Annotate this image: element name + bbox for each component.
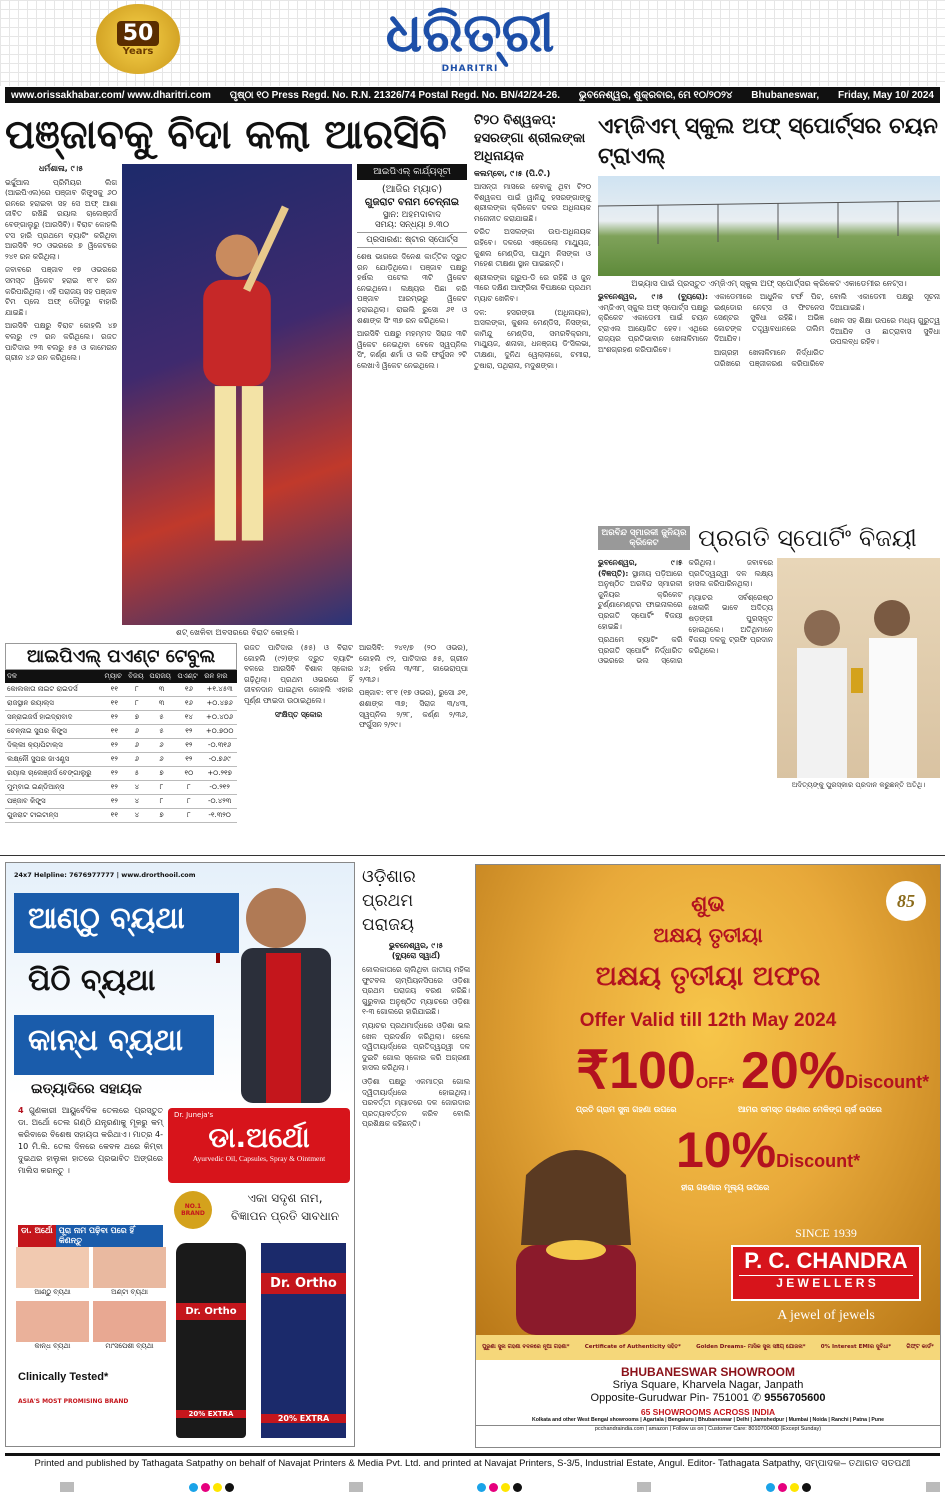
table-cell: ୮ [148, 781, 176, 795]
table-cell: ୬ [148, 739, 176, 753]
lead-right-column [357, 164, 467, 638]
header-won: ବିଜୟ [126, 670, 147, 683]
paragraph: ପଞ୍ଜାବ: ୧୮୧ (୧୭ ଓଭର), ରୁସୋ ୬୧, ଶଶାଙ୍କ ୩୭; ସିରାଜ ୩/୪୩, ସ୍ୱପ୍ନିଲ ୨/୨୮, କର୍ଣ୍ଣ ୨/୩୬, ଫର୍ଗୁସନ ୨/୨୯। [359, 688, 468, 730]
table-cell: ୧୧ [102, 683, 126, 697]
table-cell: କୋଲକାତା ନାଇଟ ରାଇଡର୍ସ [5, 683, 102, 697]
odisha-headline: ଓଡ଼ିଶାର ପ୍ରଥମ ପରାଜୟ [362, 867, 416, 935]
pragati-body [598, 558, 773, 850]
table-cell: -୦.୭୬୯ [202, 753, 237, 767]
table-cell: ରାଜସ୍ଥାନ ରୟାଲ୍ସ [5, 697, 102, 711]
paragraph: ଆରସିବି ପକ୍ଷରୁ ବିରାଟ କୋହଲି ୪୭ ବଲରୁ ୯୨ ରନ କରିଥିଲେ। ରଜତ ପାଟିଦାର ୨୩ ବଲରୁ ୫୫ ଓ କାମେରନ ଗ୍ରୀନ ୪୬ ରନ କରିଥିଲେ। [5, 321, 117, 363]
beware-slogan [216, 1189, 354, 1225]
table-cell: -୦.୪୨୩ [202, 795, 237, 809]
award-photo-caption: ଅଦିତ୍ୟଙ୍କୁ ପୁରସ୍କାର ପ୍ରଦାନ କରୁଛନ୍ତି ଅତିଥି। [791, 781, 926, 789]
table-cell: ୧୧ [102, 697, 126, 711]
table-row [5, 683, 237, 697]
maker: Dr. Juneja's [174, 1111, 214, 1119]
showroom-count: 65 SHOWROOMS ACROSS INDIA [640, 1407, 776, 1417]
address-line: Sriya Square, Kharvela Nagar, Janpath [612, 1379, 804, 1391]
paragraph: ଚରିତ ଅସଲଙ୍କା ଉପ-ଅଧିନାୟକ ରହିବେ। ଦଳରେ ଏଞ୍ଜେଲୋ ମାଥ୍ୟୁଜ, କୁଶଲ ମେଣ୍ଡିସ, ପାଥୁମ ନିସଙ୍କା ଓ ମହେଶ ତୀକ୍ଷଣା ସ୍ଥାନ ପାଇଛନ୍ତି। [474, 227, 591, 269]
table-row [5, 711, 237, 725]
table-cell: ୫ [148, 711, 176, 725]
award-text: ASIA'S MOST PROMISING BRAND [18, 1398, 129, 1405]
batsman-figure [122, 164, 352, 584]
header-team: ଦଳ [5, 670, 102, 683]
table-cell: ୫ [126, 767, 147, 781]
making-discount [741, 1041, 929, 1114]
since-1939: SINCE 1939 [795, 1226, 857, 1240]
table-cell: ୧୦ [175, 767, 202, 781]
rupee-off [576, 1041, 734, 1114]
table-cell: ୩ [148, 697, 176, 711]
table-cell: ମୁମ୍ବାଇ ଇଣ୍ଡିଆନ୍ସ [5, 781, 102, 795]
ipl-schedule-box [357, 164, 467, 248]
no1-badge: NO.1 BRAND [174, 1191, 212, 1229]
pragati-header [598, 522, 940, 554]
lead-body-cont [357, 252, 467, 372]
table-cell: +୧.୪୫୩ [202, 683, 237, 697]
table-cell: -୦.୩୧୬ [202, 739, 237, 753]
making-discount-value: 20% [741, 1042, 846, 1100]
table-cell: ୧୨ [102, 711, 126, 725]
thumbnail-label: ମାଂସପେଶୀ ବ୍ୟଥା [93, 1342, 166, 1351]
table-cell: ୮ [175, 809, 202, 823]
oil-bottle [176, 1243, 246, 1438]
table-header-row [5, 670, 237, 683]
table-row [5, 697, 237, 711]
anniversary-text: Years [122, 46, 154, 57]
registration: ପୃଷ୍ଠା ୧୦ Press Regd. No. R.N. 21326/74 Postal Regd. No. BN/42/24-26. [229, 89, 561, 101]
mgm-story [598, 112, 940, 517]
schedule-label: ଆଇପିଏଲ୍ କାର୍ଯ୍ୟସୂଚୀ [357, 164, 467, 180]
pragati-headline: ପ୍ରଗତି ସ୍ପୋର୍ଟିଂ ବିଜୟୀ [698, 524, 917, 552]
bottle-label: Dr. Ortho [176, 1303, 246, 1320]
slogan-line: ବିଜ୍ଞାପନ ପ୍ରତି ସାବଧାନ [231, 1209, 339, 1223]
source: (ବ୍ୟୁରୋ ସ୍ୱାର୍ଥ) [391, 951, 441, 960]
thumbnail-label: ଅଣ୍ଟା ବ୍ୟଥା [93, 1288, 166, 1297]
table-cell: +୦.୭୦୦ [202, 725, 237, 739]
desc-text: ଗୁଣକାରୀ ଆୟୁର୍ବେଦିକ ତେଲରେ ପ୍ରସ୍ତୁତ ଡା. ଅର୍ଥୋ ତେଲ ଗଣ୍ଠି ଯନ୍ତ୍ରଣାକୁ ମୂଳରୁ କମ୍ କରିବାରେ ବିଶେଷ ସହାୟତା କରିଥାଏ। ମାତ୍ର 4-10 ମି.ଲି. ତେଲ ଦିନରେ କେବଳ ଥରେ କିମ୍ବା ଦୁଇଥର ହାଲୁକା ହାତରେ ପ୍ରଭାବିତ ଅଙ୍ଗରେ ମାଲିସ କରନ୍ତୁ । [18, 1106, 163, 1175]
thumbnail [16, 1247, 89, 1297]
table-cell: ୮ [126, 683, 147, 697]
ortho-contact: 24x7 Helpline: 7676977777 | www.drorthooil.com [14, 871, 196, 879]
lead-columns [5, 164, 467, 638]
t20-dateline: କଲମ୍ବୋ, ୯।୫ (ପି.ଟି.) [474, 169, 551, 178]
dr-ortho-brand [168, 1108, 350, 1183]
lead-story [5, 110, 467, 638]
paragraph: କୋଲକାତାରେ ଚାଲିଥିବା ଜାତୀୟ ମହିଳା ଫୁଟବଲ ଚାମ୍ପିୟନସିପରେ ଓଡ଼ିଶା ପ୍ରଥମ ପରାଜୟ ବରଣ କରିଛି। ଗୁରୁବାର ଅନୁଷ୍ଠିତ ମ୍ୟାଚରେ ଓଡ଼ିଶା ୧-୩ ଗୋଲରେ ହାରିଯାଇଛି। [362, 965, 470, 1017]
table-cell: ରୟାଲ ଚାଲେଞ୍ଜର୍ସ ବେଙ୍ଗାଲୁରୁ [5, 767, 102, 781]
thumbnail [93, 1301, 166, 1351]
table-cell: ୬ [126, 739, 147, 753]
table-cell: ପଞ୍ଜାବ କିଙ୍ଗ୍ସ [5, 795, 102, 809]
table-cell: ୮ [148, 795, 176, 809]
pain-back: ପିଠି ବ୍ୟଥା [28, 963, 156, 998]
table-cell: ଚେନ୍ନାଇ ସୁପର କିଙ୍ଗ୍ସ [5, 725, 102, 739]
buy-note-text: ପୂରା ନାମ ପଢ଼ିବା ପରେ ହିଁ କିଣନ୍ତୁ [56, 1225, 163, 1247]
paragraph: ଆଗ୍ରହୀ ଖେଳାଳିମାନେ ନିର୍ଦ୍ଧାରିତ ତାରିଖରେ ପଞ୍ଜୀକରଣ କରିପାରିବେ ବୋଲି ଏକାଡେମୀ ପକ୍ଷରୁ ସୂଚନା ଦିଆଯାଇଛି। [714, 292, 940, 368]
pragati-columns [598, 558, 940, 850]
t20-story [474, 112, 591, 850]
points-table [5, 670, 237, 823]
pain-knee: ଆଣ୍ଠୁ ବ୍ୟଥା [14, 893, 239, 953]
paragraph: ଜବାବରେ ପଞ୍ଜାବ ୧୭ ଓଭରରେ ସମସ୍ତ ୱିକେଟ ହରାଇ ୧୮୧ ରନ କରିପାରିଥିଲା। ଏହି ପରାଜୟ ସହ ପଞ୍ଜାବ ଟିମ ପ୍ଲେ ଅଫ୍ ଦୌଡ଼ରୁ ବାହାରି ଯାଇଛି। [5, 265, 117, 317]
footer-rule [5, 1453, 940, 1456]
paragraph: ମ୍ୟାଚର ସର୍ବଶ୍ରେଷ୍ଠ ଖେଳାଳି ଭାବେ ଅଦିତ୍ୟ ଷଡ଼ଙ୍ଗୀ ପୁରସ୍କୃତ ହୋଇଥିଲେ। ଅତିଥିମାନେ ବିଜୟୀ ଦଳକୁ ଟ୍ରଫି ପ୍ରଦାନ କରିଥିଲେ। [688, 592, 773, 655]
table-cell: ୧୨ [102, 767, 126, 781]
85-years-logo: 85 [886, 881, 926, 921]
table-cell: ୧୨ [102, 753, 126, 767]
offer-validity: Offer Valid till 12th May 2024 [579, 1010, 837, 1031]
customer-care: Customer Care: 8010700400 (Except Sunday) [708, 1426, 822, 1432]
table-cell: +୦.୨୧୭ [202, 767, 237, 781]
oil-box [261, 1243, 346, 1438]
schedule-sub: (ଆଜିର ମ୍ୟାଚ) [381, 184, 443, 195]
scorecard-body [244, 643, 468, 848]
feature: Certificate of Authenticity ସହିତ* [584, 1344, 681, 1350]
paragraph: ଏମ୍‌ଜିଏମ୍ ସ୍କୁଲ ଅଫ୍ ସ୍ପୋର୍ଟ୍ସ ପକ୍ଷରୁ କ୍ରିକେଟ ଏକାଡେମୀ ପାଇଁ ଚୟନ ଟ୍ରାଏଲ ଆୟୋଜିତ ହେବ। ଏଥିରେ ରାଜ୍ୟର ପ୍ରତିଭାବାନ ଖେଳାଳିମାନେ ଅଂଶଗ୍ରହଣ କରିପାରିବେ। [598, 302, 708, 354]
model-photo [496, 1135, 666, 1335]
table-cell: ଲକ୍ଷ୍ନୌ ସୁପର ଜାଏଣ୍ଟ୍ସ [5, 753, 102, 767]
box-label: Dr. Ortho [261, 1273, 346, 1294]
showroom-cities: Kolkata and other West Bengal showrooms | Agartala | Bengaluru | Bhubaneswar | Delhi | Jamshedpur | Mumbai | Noida | Ranchi | Patna | Pune [476, 1417, 940, 1426]
table-cell: +୦.୪୭୬ [202, 697, 237, 711]
table-cell: ୬ [126, 725, 147, 739]
shubh-text: ଶୁଭ [691, 892, 725, 917]
table-row [5, 767, 237, 781]
address-line: Opposite-Gurudwar Pin- 751001 [590, 1392, 749, 1404]
desc-number: 4 [18, 1106, 24, 1115]
diamond-discount-label: Discount* [776, 1151, 861, 1171]
table-cell: ୮ [126, 697, 147, 711]
t20-body [474, 182, 591, 374]
making-discount-label: Discount* [845, 1072, 930, 1092]
points-table-box [5, 643, 237, 823]
city: Bhubaneswar, [751, 89, 820, 101]
kohli-photo [122, 164, 352, 625]
table-cell: ୧୧ [102, 725, 126, 739]
table-cell: ୩ [148, 683, 176, 697]
showroom-title: BHUBANESWAR SHOWROOM [621, 1365, 795, 1379]
table-cell: ଗୁଜରାଟ ଟାଇଟାନ୍ସ [5, 809, 102, 823]
tagline: A jewel of jewels [777, 1308, 875, 1323]
thumbnail-label: ଆଣ୍ଠୁ ବ୍ୟଥା [16, 1288, 89, 1297]
phone-number[interactable]: 9556705600 [764, 1392, 826, 1404]
odisha-story [362, 865, 470, 1448]
diamond-discount [676, 1121, 860, 1192]
table-cell: -୧.୩୨୦ [202, 809, 237, 823]
mgm-body [598, 292, 940, 369]
table-cell: ୧୨ [102, 781, 126, 795]
web-and-care: pcchandraindia.com | amazon | Follow us on | Customer Care: 8010700400 (Except Sunday) [594, 1426, 822, 1432]
t20-headline: ଟି୨୦ ବିଶ୍ୱକପ୍: ହସରଙ୍ଗା ଶ୍ରୀଲଙ୍କା ଅଧିନାୟକ [474, 113, 586, 164]
award-illustration [777, 558, 940, 778]
newspaper-title [380, 2, 560, 74]
schedule-venue: ସ୍ଥାନ: ଅହମଦାବାଦ [382, 210, 442, 220]
paragraph: ପ୍ରଥମେ ବ୍ୟାଟିଂ କରି ପ୍ରଗତି ସ୍ପୋର୍ଟିଂ ନିର୍ଦ୍ଧାରିତ ଓଭରରେ ଭଲ ସ୍କୋର କରିଥିଲା। ଜବାବରେ ପ୍ରତିଦ୍ୱନ୍ଦ୍ୱୀ ଦଳ ଲକ୍ଷ୍ୟ ହାସଲ କରିପାରିନଥିଲା। [598, 558, 773, 666]
scorecard-title: ସଂକ୍ଷିପ୍ତ ସ୍କୋର [274, 709, 323, 719]
table-row [5, 725, 237, 739]
helpful-text: ଇତ୍ୟାଦିରେ ସହାୟକ [31, 1081, 142, 1097]
cricket-nets-photo [598, 176, 940, 276]
odisha-dateline [362, 941, 470, 961]
slogan-line: ଏକା ସଦୃଶ ନାମ, [247, 1191, 323, 1205]
title-odia: ଧରିତ୍ରୀ [385, 1, 555, 64]
table-cell: ୭ [148, 809, 176, 823]
ortho-website[interactable]: www.drorthooil.com [121, 871, 196, 879]
festival-text: ଅକ୍ଷୟ ତୃତୀୟା [653, 923, 763, 947]
info-bar [5, 87, 940, 103]
paragraph: ଆସନ୍ତା ମାସରେ ହେବାକୁ ଥିବା ଟି୨୦ ବିଶ୍ୱକପ ପାଇଁ ୱାନିନ୍ଦୁ ହସରଙ୍ଗାଙ୍କୁ ଶ୍ରୀଲଙ୍କା କ୍ରିକେଟ ଦଳର ଅଧିନାୟକ ମନୋନୀତ କରାଯାଇଛି। [474, 182, 591, 223]
points-table-title: ଆଇପିଏଲ୍ ପଏଣ୍ଟ ଟେବୁଲ [5, 643, 237, 670]
paragraph: ଭର୍ଚ୍ଚୁଆଲ ପ୍ରିମିୟର ଲିଗ (ଆଇପିଏଲ)ରେ ପଞ୍ଜାବ କିଙ୍ଗ୍ସକୁ ୬୦ ରନରେ ହରାଇବା ସହ ସେ ଅଫ୍ ଆଶା ଜୀବିତ ରଖିଛି ରୟାଲ ଚାଲେଞ୍ଜର୍ସ ବେଙ୍ଗାଲୁରୁ (ଆରସିବି)। ବିରାଟ କୋହଲି ଟସ ହାରି ପ୍ରଥମେ ବ୍ୟାଟିଂ କରିଥିବା ଆରସିବି ୨୦ ଓଭରରେ ୭ ୱିକେଟରେ ୨୪୧ ରନ କରିଥିଲା। [5, 177, 117, 261]
offer-title: ଅକ୍ଷୟ ତୃତୀୟା ଅଫର [595, 961, 821, 992]
date-english: Friday, May 10/ 2024 [838, 89, 934, 101]
table-row [5, 739, 237, 753]
table-cell: ୧୨ [102, 795, 126, 809]
lead-dateline: ଧର୍ମଶାଳା, ୯।୫ [38, 164, 84, 173]
date-odia: ଭୁବନେଶ୍ୱର, ଶୁକ୍ରବାର, ମେ ୧୦/୨୦୨୪ [578, 89, 733, 101]
table-cell: ୧୨ [175, 739, 202, 753]
table-cell: ୧୨ [175, 725, 202, 739]
table-cell: ୬ [148, 753, 176, 767]
table-cell: ୧୪ [175, 711, 202, 725]
registration-marks [60, 1482, 940, 1492]
ortho-description [18, 1105, 163, 1177]
brand-name: ଡା.ଅର୍ଥୋ [208, 1121, 310, 1154]
schedule-broadcast: ପ୍ରସାରଣ: ଷ୍ଟାର ସ୍ପୋର୍ଟ୍ସ [366, 235, 458, 245]
logo-jewellers: J E W E L L E R S [739, 1275, 913, 1290]
table-cell: ସନ୍‌ରାଇଜର୍ସ ହାଇଦ୍ରାବାଦ [5, 711, 102, 725]
table-cell: ୧୬ [175, 697, 202, 711]
divider [0, 855, 945, 856]
table-cell: -୦.୨୧୨ [202, 781, 237, 795]
lead-photo-column [122, 164, 352, 638]
table-cell: ୧୬ [175, 683, 202, 697]
header-lost: ପରାଜୟ [148, 670, 176, 683]
diamond-note: ହୀରା ଗହଣାର ମୂଲ୍ୟ ଉପରେ [681, 1183, 770, 1192]
title-english: DHARITRI [441, 64, 499, 74]
table-row [5, 795, 237, 809]
lead-photo-caption: ଶଟ୍ ଖେଳିବା ଅବସରରେ ବିରାଟ କୋହଲି। [175, 628, 299, 637]
table-cell: ୮ [175, 781, 202, 795]
extra-label: 20% EXTRA [261, 1414, 346, 1423]
pragati-dateline: ଭୁବନେଶ୍ୱର, ୯।୫ (ବିଜ୍ଞପ୍ତି): [598, 558, 683, 578]
feature: ପୁରୁଣା ସୁନା ଗହଣା ବଦଳରେ ନୂଆ ଗହଣା* [482, 1344, 570, 1350]
feature: ଗିଫ୍ଟ କାର୍ଡ* [906, 1344, 934, 1350]
table-row [5, 753, 237, 767]
pragati-story [598, 522, 940, 850]
helpline: 24x7 Helpline: 7676977777 [14, 871, 115, 879]
table-cell: ଦିଲ୍ଲୀ କ୍ୟାପିଟାଲ୍ସ [5, 739, 102, 753]
table-cell: ୧୨ [175, 753, 202, 767]
off-note: ପ୍ରତି ଗ୍ରାମ ସୁନା ଗହଣା ଉପରେ [576, 1105, 677, 1114]
table-cell: ୪ [126, 795, 147, 809]
header-nrr: ରନ ହାର [202, 670, 237, 683]
logo-name: P. C. CHANDRA [744, 1248, 908, 1273]
table-cell: ୧୧ [102, 809, 126, 823]
paragraph: ଆରସିବି ପକ୍ଷରୁ ମହମ୍ମଦ ସିରାଜ ୩ଟି ୱିକେଟ ନେଇଥିବା ବେଳେ ସ୍ୱପ୍ନିଲ ସିଂ, କର୍ଣ୍ଣ ଶର୍ମା ଓ ଲକି ଫର୍ଗୁସନ ୨ଟି ଲେଖାଏଁ ୱିକେଟ ନେଇଥିଲେ। [357, 329, 467, 370]
anniversary-number: 50 [117, 21, 160, 46]
schedule-match: ଗୁଜରାଟ ବନାମ ଚେନ୍ନାଇ [364, 197, 460, 208]
paragraph: ଶେଷ ଭାଗରେ ଦିନେଶ କାର୍ତ୍ତିକ ଦ୍ରୁତ ରନ ଯୋଡ଼ିଥିଲେ। ପଞ୍ଜାବ ପକ୍ଷରୁ ହର୍ଷଲ ପଟେଲ ୩ଟି ୱିକେଟ ନେଇଥିଲେ। ଲକ୍ଷ୍ୟର ପିଛା କରି ପଞ୍ଜାବ ଆରମ୍ଭରୁ ୱିକେଟ ହରାଇଥିଲା। ରାଇଲି ରୁସୋ ୬୧ ଓ ଶଶାଙ୍କ ସିଂ ୩୭ ରନ କରିଥିଲେ। [357, 252, 467, 325]
off-label: OFF* [695, 1075, 735, 1092]
table-cell: +୦.୪୦୬ [202, 711, 237, 725]
mgm-dateline: ଭୁବନେଶ୍ୱର, ୯।୫ (ବ୍ୟୁରୋ): [598, 292, 708, 301]
nets-illustration [598, 176, 940, 276]
paragraph: ଶ୍ରୀଲଙ୍କା ଗ୍ରୁପ-ଡି ରେ ରହିଛି ଓ ଜୁନ ୩ରେ ଦକ୍ଷିଣ ଆଫ୍ରିକା ବିପକ୍ଷରେ ପ୍ରଥମ ମ୍ୟାଚ ଖେଳିବ। [474, 272, 591, 303]
paragraph: ମ୍ୟାଚର ପ୍ରଥମାର୍ଦ୍ଧରେ ଓଡ଼ିଶା ଭଲ ଖେଳ ପ୍ରଦର୍ଶନ କରିଥିଲା। ହେଲେ ଦ୍ୱିତୀୟାର୍ଦ୍ଧରେ ପ୍ରତିଦ୍ୱନ୍ଦ୍ୱୀ ଦଳ ଦୁଇଟି ଗୋଲ ସ୍କୋର କରି ଅଗ୍ରଣୀ ହାସଲ କରିଥିଲା। [362, 1020, 470, 1073]
table-row [5, 809, 237, 823]
paragraph: ଖେଳ ସହ ଶିକ୍ଷା ଉପରେ ମଧ୍ୟ ଗୁରୁତ୍ୱ ଦିଆଯିବ ଓ ଛାତ୍ରାବାସ ସୁବିଧା ଉପଲବ୍ଧ ରହିବ। [830, 316, 940, 347]
feature: Golden Dreams- ମାସିକ ସୁନା ସଞ୍ଚୟ ଯୋଜନା* [696, 1344, 806, 1350]
paragraph: ଆରସିବି: ୨୪୧/୭ (୨୦ ଓଭର), କୋହଲି ୯୨, ପାଟିଦାର ୫୫, ଗ୍ରୀନ ୪୬; ହର୍ଷଲ ୩/୩୮, କାଭେରାପ୍ପା ୨/୩୬। [359, 643, 468, 684]
lead-body [5, 164, 117, 638]
off-amount: ₹100 [576, 1042, 696, 1100]
paragraph: ସ୍ଥାନୀୟ ପଡ଼ିଆରେ ଅନୁଷ୍ଠିତ ଅରବିନ୍ଦ ସ୍ମାରକୀ ଜୁନିୟର କ୍ରିକେଟ ଟୁର୍ଣ୍ଣାମେଣ୍ଟର ଫାଇନାଲରେ ପ୍ରଗତି ସ୍ପୋର୍ଟିଂ ବିଜୟୀ ହୋଇଛି। [598, 568, 683, 631]
paragraph: ଦଳ: ହସରଙ୍ଗା (ଅଧିନାୟକ), ଅସଲଙ୍କା, କୁଶଲ ମେଣ୍ଡିସ, ନିସଙ୍କା, କାମିନ୍ଦୁ ମେଣ୍ଡିସ, ସମରବିକ୍ରମା, ମାଥ୍ୟୁଜ, ଶନାକା, ଧନଞ୍ଜୟ ଡି'ସିଲଭା, ତୀକ୍ଷଣା, ଦୁନିଥ ୱେଲାଲାଗେ, ଚମୀରା, ତୁଷାରା, ପଥିରାନା, ମଦୁଶଙ୍କା। [474, 307, 591, 370]
feature: 0% Interest EMIର ସୁବିଧା* [820, 1344, 892, 1350]
products: Ayurvedic Oil, Capsules, Spray & Ointment [192, 1154, 326, 1163]
address-phone [476, 1391, 940, 1404]
lead-headline: ପଞ୍ଜାବକୁ ବିଦା କଲା ଆରସିବି [5, 112, 447, 158]
table-cell: ୪ [126, 809, 147, 823]
making-note: ଆମର ସମସ୍ତ ଗହଣାର ମେକିଙ୍ଗ ଚାର୍ଜ ଉପରେ [738, 1105, 882, 1114]
imprint: Printed and published by Tathagata Satpathy on behalf of Navajat Printers & Media Pvt. Ltd. and printed at Navajat Printers, S-3/5, Industrial Estate, Angul. Editor- Tathagata Satpathy, ସମ୍ପାଦକ– ତଥାଗତ ସତପଥୀ [34, 1458, 911, 1469]
table-cell: ୮ [175, 795, 202, 809]
table-cell: ୪ [126, 781, 147, 795]
dateline: ଭୁବନେଶ୍ୱର, ୯।୫ [388, 941, 444, 950]
pain-shoulder: କାନ୍ଧ ବ୍ୟଥା [14, 1015, 214, 1075]
table-cell: ୭ [148, 767, 176, 781]
header-matches: ମ୍ୟାଚ [102, 670, 126, 683]
table-cell: ୫ [148, 725, 176, 739]
dr-ortho-ad [5, 862, 355, 1447]
thumbnail [93, 1247, 166, 1297]
paragraph: ରଜତ ପାଟିଦାର (୫୫) ଓ ବିରାଟ କୋହଲି (୯୨)ଙ୍କ ଦ୍ରୁତ ବ୍ୟାଟିଂ ବଳରେ ଆରସିବି ବିଶାଳ ସ୍କୋର ଗଢ଼ିଥିଲା। ପ୍ରଥମ ଓଭରରେ ହିଁ ଜୀବନଦାନ ପାଇଥିବା କୋହଲି ଏହାର ପୂର୍ଣ୍ଣ ଫାଇଦା ଉଠାଇଥିଲେ। [244, 643, 353, 705]
table-cell: ୬ [126, 753, 147, 767]
showroom-info [476, 1365, 940, 1432]
anniversary-logo [96, 4, 180, 74]
web-links[interactable]: pcchandraindia.com | amazon | Follow us on [594, 1426, 704, 1432]
award-photo-column [777, 558, 940, 850]
table-row [5, 781, 237, 795]
schedule-time: ସମୟ: ସନ୍ଧ୍ୟା ୭.୩୦ [357, 220, 467, 233]
mgm-photo-caption: ଅଭ୍ୟାସ ପାଇଁ ପ୍ରସ୍ତୁତ ଏମ୍‌ଜିଏମ୍ ସ୍କୁଲ ଅଫ୍ ସ୍ପୋର୍ଟ୍ସର କ୍ରିକେଟ ଏକାଡେମୀର ନେଟ୍ସ। [631, 279, 907, 288]
award-photo [777, 558, 940, 778]
thumbnail [16, 1301, 89, 1351]
header-points: ପଏଣ୍ଟ [175, 670, 202, 683]
pc-chandra-logo [731, 1245, 921, 1301]
brand-tag: ଡା. ଅର୍ଥୋ [18, 1225, 56, 1247]
paragraph: ଏକାଡେମୀରେ ଆଧୁନିକ ଟର୍ଫ ପିଚ, ଇଣ୍ଡୋର ନେଟ୍ସ ଓ ଫିଟନେସ ସେଣ୍ଟର ସୁବିଧା ରହିଛି। ଅଭିଜ୍ଞ କୋଚଙ୍କ ତତ୍ତ୍ୱାବଧାନରେ ତାଲିମ ଦିଆଯିବ। [714, 292, 824, 344]
buy-note [18, 1225, 163, 1247]
pragati-tag: ଅରବିନ୍ଦ ସ୍ମାରକୀ ଜୁନିୟର କ୍ରିକେଟ [598, 526, 690, 550]
paragraph: ଓଡ଼ିଶା ପକ୍ଷରୁ ଏକମାତ୍ର ଗୋଲ ଦ୍ୱିତୀୟାର୍ଦ୍ଧରେ ହୋଇଥିଲା। ପରବର୍ତ୍ତୀ ମ୍ୟାଚରେ ଦଳ ଜୋରଦାର ପ୍ରତ୍ୟାବର୍ତ୍ତନ କରିବ ବୋଲି ପ୍ରଶିକ୍ଷକ କହିଛନ୍ତି। [362, 1076, 470, 1129]
table-cell: ୭ [126, 711, 147, 725]
pc-chandra-ad [475, 864, 941, 1448]
table-cell: ୧୨ [102, 739, 126, 753]
extra-label: 20% EXTRA [176, 1410, 246, 1418]
thumbnail-label: କାନ୍ଧ ବ୍ୟଥା [16, 1342, 89, 1351]
odisha-body [362, 965, 470, 1133]
clinically-tested: Clinically Tested* [18, 1371, 109, 1383]
phone-icon: ✆ [751, 1392, 762, 1404]
pain-thumbnails [16, 1247, 166, 1351]
diamond-discount-value: 10% [676, 1122, 777, 1178]
website: www.orissakhabar.com/ www.dharitri.com [11, 89, 211, 101]
mgm-headline: ଏମ୍‌ଜିଏମ୍ ସ୍କୁଲ ଅଫ୍ ସ୍ପୋର୍ଟ୍ସର ଚୟନ ଟ୍ରାଏଲ୍ [598, 114, 938, 169]
feature-strip [476, 1335, 940, 1360]
